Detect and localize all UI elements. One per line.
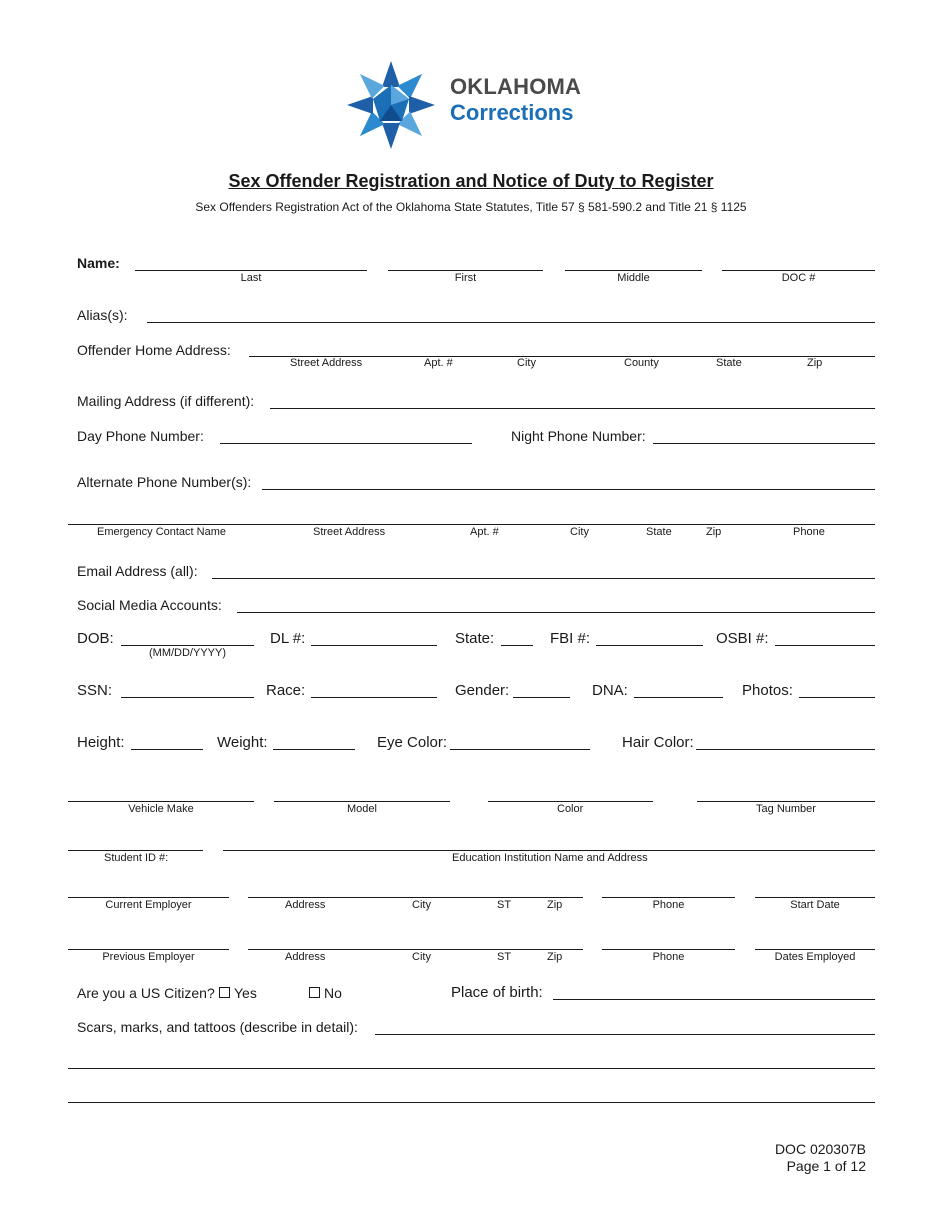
vehicle-tag-field[interactable] — [697, 801, 875, 802]
logo-line1: OKLAHOMA — [450, 74, 582, 99]
vehicle-model-caption: Model — [347, 803, 377, 815]
current-city-caption: City — [412, 899, 431, 911]
dl-label: DL #: — [270, 630, 306, 647]
alias-field[interactable] — [147, 322, 875, 323]
home-street-caption: Street Address — [290, 357, 363, 369]
osbi-label: OSBI #: — [716, 630, 769, 647]
state-field[interactable] — [501, 645, 533, 646]
gender-field[interactable] — [513, 697, 570, 698]
height-label: Height: — [77, 734, 125, 751]
emergency-phone-caption: Phone — [793, 526, 825, 538]
citizen-yes-option[interactable] — [219, 985, 257, 1001]
place-of-birth-field[interactable] — [553, 999, 875, 1000]
emergency-state-caption: State — [646, 526, 672, 538]
doc-number: DOC 020307B — [774, 1141, 866, 1157]
vehicle-color-caption: Color — [557, 803, 584, 815]
night-phone-label: Night Phone Number: — [511, 428, 646, 444]
osbi-field[interactable] — [775, 645, 875, 646]
logo — [344, 58, 604, 153]
student-id-field[interactable] — [68, 850, 203, 851]
education-institution-field[interactable] — [223, 850, 875, 851]
student-id-caption: Student ID #: — [104, 852, 169, 864]
previous-employer-field[interactable] — [68, 949, 229, 950]
email-field[interactable] — [212, 578, 875, 579]
gender-label: Gender: — [455, 682, 510, 699]
scars-field[interactable] — [375, 1034, 875, 1035]
dob-label: DOB: — [77, 630, 114, 647]
logo-line2: Corrections — [450, 100, 574, 125]
previous-address-caption: Address — [285, 951, 326, 963]
previous-employer-caption: Previous Employer — [102, 951, 195, 963]
citizen-label: Are you a US Citizen? — [77, 985, 215, 1001]
alternate-phone-field[interactable] — [262, 489, 875, 490]
weight-label: Weight: — [217, 734, 268, 751]
current-employer-start-field[interactable] — [755, 897, 875, 898]
name-first-field[interactable] — [388, 270, 543, 271]
height-field[interactable] — [131, 749, 203, 750]
home-apt-caption: Apt. # — [424, 357, 453, 369]
eye-color-field[interactable] — [450, 749, 590, 750]
emergency-name-caption: Emergency Contact Name — [97, 526, 226, 538]
current-zip-caption: Zip — [547, 899, 563, 911]
emergency-city-caption: City — [570, 526, 589, 538]
current-st-caption: ST — [497, 899, 512, 911]
dob-caption: (MM/DD/YYYY) — [149, 647, 226, 659]
emergency-zip-caption: Zip — [706, 526, 722, 538]
yes-checkbox[interactable] — [219, 987, 230, 998]
dna-label: DNA: — [592, 682, 628, 699]
name-last-caption: Last — [240, 272, 262, 284]
page-subtitle: Sex Offenders Registration Act of the Oklahoma State Statutes, Title 57 § 581-590.2 and Title 21 § 1125 — [195, 200, 747, 214]
eye-color-label: Eye Color: — [377, 734, 448, 751]
previous-employer-dates-field[interactable] — [755, 949, 875, 950]
name-middle-field[interactable] — [565, 270, 702, 271]
current-employer-field[interactable] — [68, 897, 229, 898]
weight-field[interactable] — [273, 749, 355, 750]
home-address-label: Offender Home Address: — [77, 342, 231, 358]
page-number: Page 1 of 12 — [786, 1158, 866, 1174]
previous-dates-caption: Dates Employed — [774, 951, 856, 963]
previous-zip-caption: Zip — [547, 951, 563, 963]
previous-employer-phone-field[interactable] — [602, 949, 735, 950]
page-title: Sex Offender Registration and Notice of Duty to Register — [228, 171, 714, 191]
name-last-field[interactable] — [135, 270, 367, 271]
vehicle-make-caption: Vehicle Make — [128, 803, 194, 815]
vehicle-model-field[interactable] — [274, 801, 450, 802]
race-label: Race: — [266, 682, 306, 699]
previous-st-caption: ST — [497, 951, 512, 963]
name-doc-field[interactable] — [722, 270, 875, 271]
place-of-birth-label: Place of birth: — [451, 984, 543, 1001]
current-employer-address-field[interactable] — [248, 897, 583, 898]
home-state-caption: State — [716, 357, 742, 369]
night-phone-field[interactable] — [653, 443, 875, 444]
yes-label: Yes — [234, 985, 257, 1001]
email-label: Email Address (all): — [77, 563, 198, 579]
emergency-street-caption: Street Address — [313, 526, 386, 538]
education-institution-caption: Education Institution Name and Address — [452, 852, 648, 864]
no-checkbox[interactable] — [309, 987, 320, 998]
no-label: No — [324, 985, 342, 1001]
name-middle-caption: Middle — [617, 272, 650, 284]
social-media-label: Social Media Accounts: — [77, 597, 222, 613]
name-first-caption: First — [454, 272, 477, 284]
dna-field[interactable] — [634, 697, 723, 698]
photos-label: Photos: — [742, 682, 793, 699]
vehicle-color-field[interactable] — [488, 801, 653, 802]
scars-field-line-3[interactable] — [68, 1102, 875, 1103]
social-media-field[interactable] — [237, 612, 875, 613]
citizen-no-option[interactable] — [309, 985, 342, 1001]
photos-field[interactable] — [799, 697, 875, 698]
race-field[interactable] — [311, 697, 437, 698]
star-logo-icon — [344, 58, 438, 152]
emergency-apt-caption: Apt. # — [470, 526, 499, 538]
previous-employer-address-field[interactable] — [248, 949, 583, 950]
scars-label: Scars, marks, and tattoos (describe in detail): — [77, 1019, 358, 1035]
scars-field-line-2[interactable] — [68, 1068, 875, 1069]
fbi-field[interactable] — [596, 645, 703, 646]
dl-field[interactable] — [311, 645, 437, 646]
mailing-address-label: Mailing Address (if different): — [77, 393, 255, 409]
home-zip-caption: Zip — [807, 357, 823, 369]
vehicle-tag-caption: Tag Number — [756, 803, 816, 815]
emergency-contact-field[interactable] — [68, 524, 875, 525]
home-city-caption: City — [517, 357, 536, 369]
hair-color-label: Hair Color: — [622, 734, 694, 751]
mailing-address-field[interactable] — [270, 408, 875, 409]
name-label: Name: — [77, 255, 120, 271]
current-start-caption: Start Date — [790, 899, 840, 911]
state-label: State: — [455, 630, 495, 647]
home-county-caption: County — [624, 357, 659, 369]
ssn-label: SSN: — [77, 682, 113, 699]
fbi-label: FBI #: — [550, 630, 591, 647]
current-address-caption: Address — [285, 899, 326, 911]
vehicle-make-field[interactable] — [68, 801, 254, 802]
alias-label: Alias(s): — [77, 307, 128, 323]
current-employer-phone-field[interactable] — [602, 897, 735, 898]
name-doc-caption: DOC # — [781, 272, 816, 284]
current-employer-caption: Current Employer — [105, 899, 192, 911]
current-phone-caption: Phone — [652, 899, 685, 911]
day-phone-field[interactable] — [220, 443, 472, 444]
day-phone-label: Day Phone Number: — [77, 428, 204, 444]
previous-phone-caption: Phone — [652, 951, 685, 963]
hair-color-field[interactable] — [696, 749, 875, 750]
alternate-phone-label: Alternate Phone Number(s): — [77, 474, 252, 490]
ssn-field[interactable] — [121, 697, 254, 698]
dob-field[interactable] — [121, 645, 254, 646]
previous-city-caption: City — [412, 951, 431, 963]
